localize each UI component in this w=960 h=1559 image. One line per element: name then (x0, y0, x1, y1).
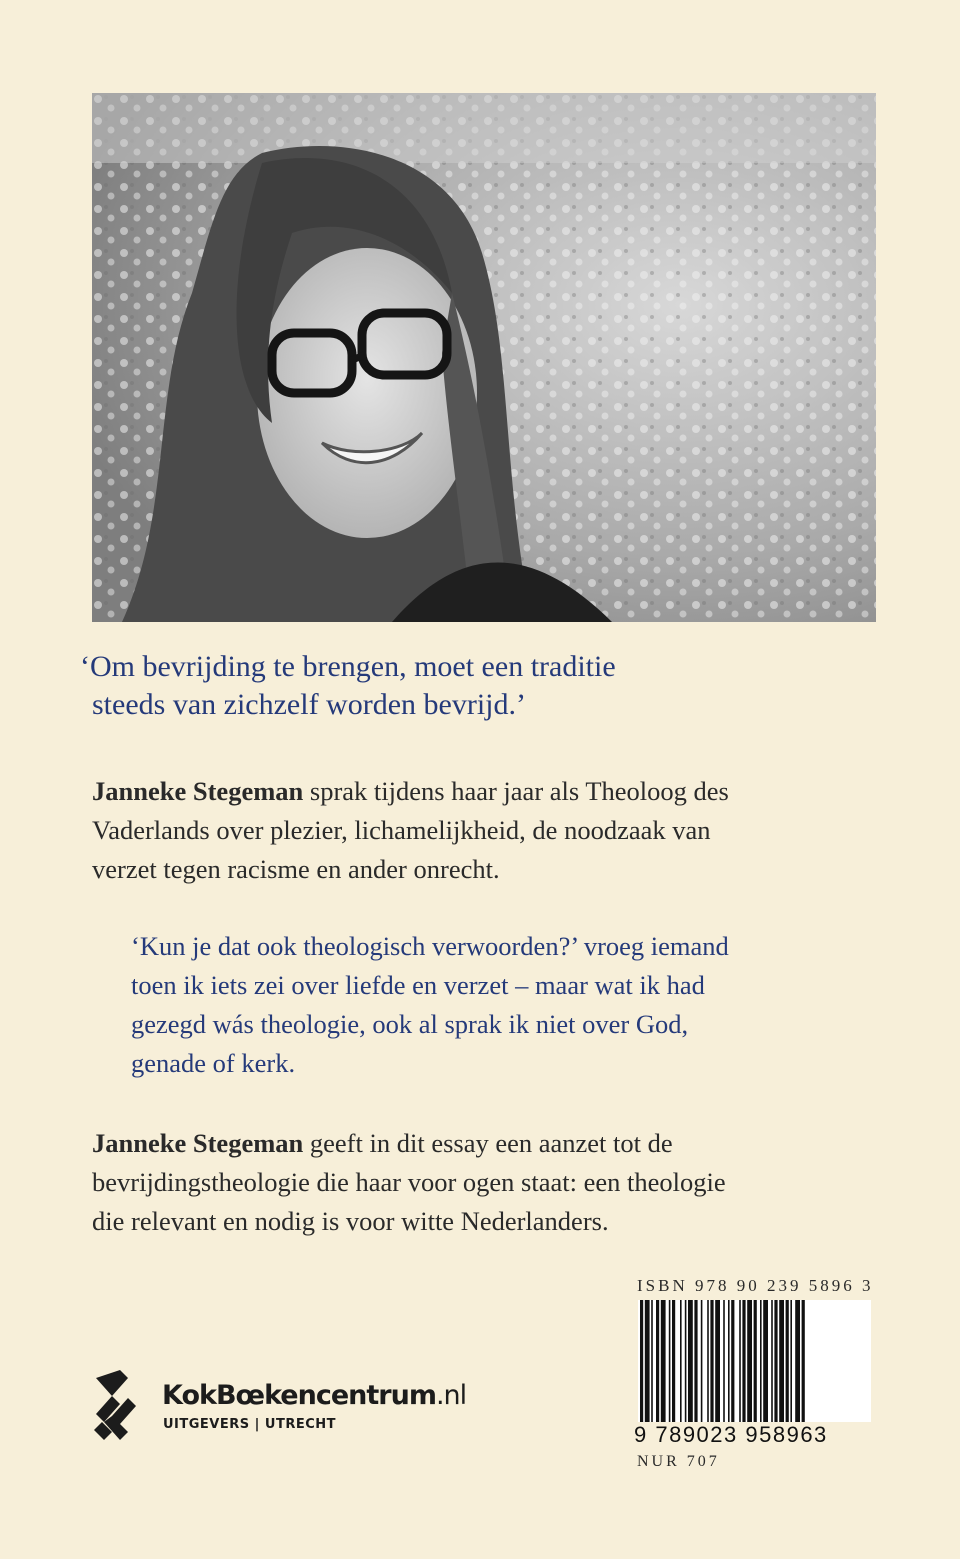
closing-line: bevrijdingstheologie die haar voor ogen staat: een theologie (92, 1167, 726, 1197)
portrait-photo-icon (92, 93, 876, 622)
inner-quote-line: gezegd wás theologie, ook al sprak ik niet over God, (131, 1009, 689, 1039)
intro-paragraph (92, 772, 852, 889)
isbn-label: ISBN 978 90 239 5896 3 (637, 1276, 874, 1295)
intro-line: verzet tegen racisme en ander onrecht. (92, 854, 500, 884)
author-name: Janneke Stegeman (92, 776, 304, 806)
inner-quote-line: toen ik iets zei over liefde en verzet – maar wat ik had (131, 970, 705, 1000)
inner-quote (131, 927, 871, 1083)
pull-quote-line: steeds van zichzelf worden bevrijd.’ (92, 688, 526, 721)
inner-quote-line: ‘Kun je dat ook theologisch verwoorden?’ vroeg iemand (131, 931, 729, 961)
pull-quote (80, 648, 840, 724)
publisher-name: KokBœkencentrum.nl (162, 1380, 467, 1411)
intro-line: Janneke Stegeman sprak tijdens haar jaar als Theoloog des (92, 776, 729, 806)
inner-quote-line: genade of kerk. (131, 1048, 296, 1078)
nur-code: NUR 707 (637, 1453, 720, 1470)
kokboekencentrum-logo-icon (90, 1368, 142, 1448)
publisher-logo (90, 1368, 470, 1448)
pull-quote-line: ‘Om bevrijding te brengen, moet een traditie (80, 650, 616, 683)
isbn-barcode (638, 1300, 871, 1440)
closing-line: die relevant en nodig is voor witte Nederlanders. (92, 1206, 609, 1236)
barcode-icon (638, 1300, 871, 1440)
publisher-subtitle: UITGEVERS | UTRECHT (163, 1417, 337, 1432)
closing-paragraph (92, 1124, 852, 1241)
closing-line: Janneke Stegeman geeft in dit essay een aanzet tot de (92, 1128, 673, 1158)
barcode-digits: 9 789023 958963 (634, 1422, 874, 1448)
author-photo (92, 93, 876, 622)
intro-line: Vaderlands over plezier, lichamelijkheid, de noodzaak van (92, 815, 711, 845)
author-name: Janneke Stegeman (92, 1128, 304, 1158)
